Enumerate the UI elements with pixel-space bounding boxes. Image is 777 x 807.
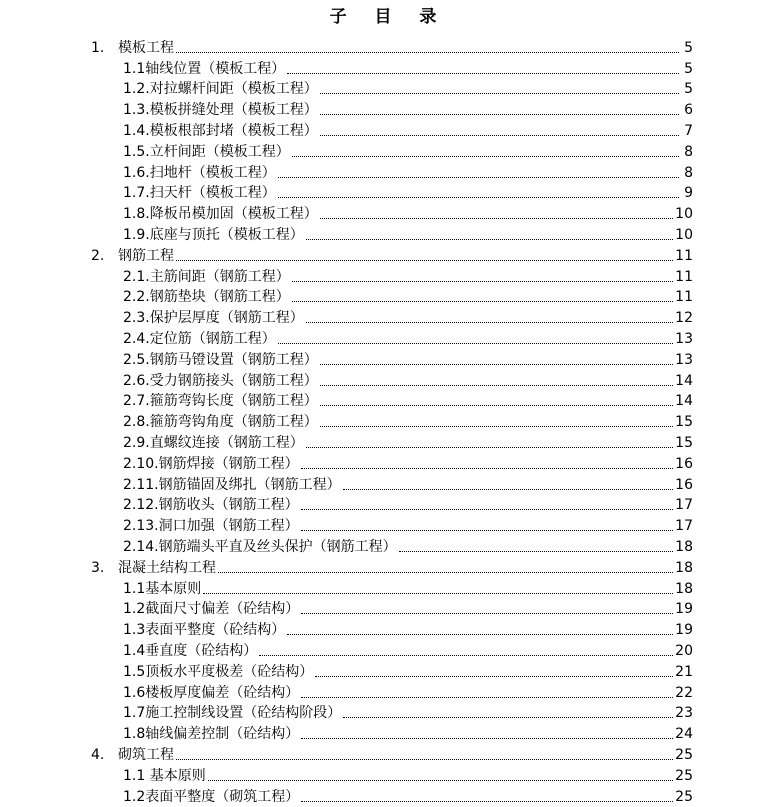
toc-entry-label: 1.6.扫地杆（模板工程）: [123, 164, 276, 181]
dot-leader: [320, 405, 673, 406]
dot-leader: [306, 239, 673, 240]
dot-leader: [292, 301, 673, 302]
dot-leader: [301, 697, 673, 698]
dot-leader: [343, 717, 673, 718]
toc-page-number: 20: [675, 642, 693, 659]
toc-subsection-entry[interactable]: [123, 577, 693, 598]
toc-subsection-entry[interactable]: [123, 369, 693, 390]
toc-entry-label: 1.3.模板拼缝处理（模板工程）: [123, 102, 318, 119]
toc-entry-label: 1.5顶板水平度极差（砼结构）: [123, 663, 314, 680]
toc-section-entry[interactable]: [91, 36, 693, 57]
toc-entry-label: 1.4.模板根部封堵（模板工程）: [123, 122, 318, 139]
toc-entry-label: 1.7.扫天杆（模板工程）: [123, 185, 276, 202]
dot-leader: [320, 135, 679, 136]
toc-entry-label: 2.4.定位筋（钢筋工程）: [123, 330, 276, 347]
toc-entry-label: 2.13.洞口加强（钢筋工程）: [123, 518, 299, 535]
dot-leader: [278, 343, 673, 344]
toc-entry-label: 2.11.钢筋锚固及绑扎（钢筋工程）: [123, 476, 341, 493]
toc-subsection-entry[interactable]: [123, 348, 693, 369]
toc-section-entry[interactable]: [91, 244, 693, 265]
toc-page-number: 18: [675, 559, 693, 576]
toc-entry-label: 2.2.钢筋垫块（钢筋工程）: [123, 289, 290, 306]
toc-subsection-entry[interactable]: [123, 452, 693, 473]
toc-entry-label: 1.2截面尺寸偏差（砼结构）: [123, 601, 300, 618]
toc-entry-label: 2.3.保护层厚度（钢筋工程）: [123, 310, 304, 327]
toc-subsection-entry[interactable]: [123, 535, 693, 556]
dot-leader: [320, 426, 673, 427]
toc-page-number: 13: [675, 351, 693, 368]
toc-page-number: 16: [675, 476, 693, 493]
toc-entry-label: 1.8轴线偏差控制（砼结构）: [123, 726, 300, 743]
dot-leader: [208, 780, 673, 781]
toc-entry-label: 1.8.降板吊模加固（模板工程）: [123, 206, 318, 223]
toc-subsection-entry[interactable]: [123, 119, 693, 140]
toc-page-number: 18: [675, 580, 693, 597]
toc-subsection-entry[interactable]: [123, 660, 693, 681]
dot-leader: [287, 73, 679, 74]
toc-entry-label: 1.2.对拉螺杆间距（模板工程）: [123, 81, 318, 98]
dot-leader: [176, 260, 673, 261]
toc-page-number: 24: [675, 726, 693, 743]
toc-page-number: 17: [675, 518, 693, 535]
toc-page-number: 11: [675, 289, 693, 306]
toc-entry-label: 2.7.箍筋弯钩长度（钢筋工程）: [123, 393, 318, 410]
toc-subsection-entry[interactable]: [123, 722, 693, 743]
toc-page-number: 11: [675, 247, 693, 264]
toc-subsection-entry[interactable]: [123, 223, 693, 244]
toc-subsection-entry[interactable]: [123, 140, 693, 161]
toc-page-number: 23: [675, 705, 693, 722]
dot-leader: [301, 530, 674, 531]
toc-page-number: 15: [675, 434, 693, 451]
dot-leader: [301, 738, 673, 739]
toc-subsection-entry[interactable]: [123, 390, 693, 411]
toc-subsection-entry[interactable]: [123, 639, 693, 660]
toc-subsection-entry[interactable]: [123, 431, 693, 452]
dot-leader: [176, 52, 679, 53]
toc-entry-label: 2.8.箍筋弯钩角度（钢筋工程）: [123, 414, 318, 431]
dot-leader: [320, 364, 673, 365]
toc-subsection-entry[interactable]: [123, 681, 693, 702]
toc-page-number: 25: [675, 767, 693, 784]
toc-subsection-entry[interactable]: [123, 764, 693, 785]
toc-entry-label: 2.10.钢筋焊接（钢筋工程）: [123, 455, 299, 472]
toc-page-number: 7: [684, 122, 693, 139]
toc-page-number: 14: [675, 372, 693, 389]
toc-subsection-entry[interactable]: [123, 785, 693, 806]
toc-entry-label: 1.5.立杆间距（模板工程）: [123, 143, 290, 160]
toc-page-number: 9: [684, 185, 693, 202]
dot-leader: [320, 93, 679, 94]
toc-subsection-entry[interactable]: [123, 598, 693, 619]
dot-leader: [203, 593, 673, 594]
toc-entry-label: 1.4垂直度（砼结构）: [123, 642, 258, 659]
dot-leader: [320, 218, 673, 219]
dot-leader: [176, 759, 673, 760]
dot-leader: [315, 676, 673, 677]
toc-subsection-entry[interactable]: [123, 473, 693, 494]
dot-leader: [287, 634, 673, 635]
toc-subsection-entry[interactable]: [123, 306, 693, 327]
toc-entry-number: 1.: [91, 39, 105, 56]
dot-leader: [218, 572, 673, 573]
toc-section-entry[interactable]: [91, 556, 693, 577]
toc-page-number: 5: [684, 81, 693, 98]
toc-page-number: 14: [675, 393, 693, 410]
dot-leader: [301, 613, 673, 614]
dot-leader: [301, 801, 673, 802]
dot-leader: [306, 447, 673, 448]
dot-leader: [343, 489, 674, 490]
toc-subsection-entry[interactable]: [123, 702, 693, 723]
toc-page-number: 19: [675, 622, 693, 639]
dot-leader: [399, 551, 674, 552]
toc-entry-number: 3.: [91, 559, 105, 576]
toc-page-number: 5: [684, 39, 693, 56]
toc-entry-label: 1.3表面平整度（砼结构）: [123, 622, 286, 639]
toc-subsection-entry[interactable]: [123, 57, 693, 78]
dot-leader: [292, 281, 673, 282]
toc-entry-label: 1.1轴线位置（模板工程）: [123, 60, 286, 77]
toc-subsection-entry[interactable]: [123, 286, 693, 307]
toc-page-number: 19: [675, 601, 693, 618]
toc-page-number: 16: [675, 455, 693, 472]
toc-page-number: 5: [684, 60, 693, 77]
toc-page-number: 12: [675, 310, 693, 327]
toc-subsection-entry[interactable]: [123, 618, 693, 639]
toc-page-number: 22: [675, 684, 693, 701]
toc-entry-label: 1.6楼板厚度偏差（砼结构）: [123, 684, 300, 701]
toc-entry-label: 砌筑工程: [118, 746, 174, 763]
toc-section-entry[interactable]: [91, 743, 693, 764]
toc-subsection-entry[interactable]: [123, 182, 693, 203]
toc-entry-label: 1.1基本原则: [123, 580, 202, 597]
toc-subsection-entry[interactable]: [123, 98, 693, 119]
toc-page-number: 25: [675, 746, 693, 763]
toc-subsection-entry[interactable]: [123, 514, 693, 535]
toc-page-number: 10: [675, 226, 693, 243]
dot-leader: [301, 468, 674, 469]
toc-entry-label: 2.1.主筋间距（钢筋工程）: [123, 268, 290, 285]
toc-page-number: 11: [675, 268, 693, 285]
toc-page-number: 10: [675, 206, 693, 223]
dot-leader: [278, 197, 679, 198]
toc-page-number: 15: [675, 414, 693, 431]
toc-entry-number: 2.: [91, 247, 105, 264]
toc-entry-label: 1.2表面平整度（砌筑工程）: [123, 788, 300, 805]
dot-leader: [278, 177, 679, 178]
dot-leader: [306, 322, 673, 323]
dot-leader: [320, 114, 679, 115]
toc-entry-label: 1.1 基本原则: [123, 767, 206, 784]
toc-entry-label: 2.14.钢筋端头平直及丝头保护（钢筋工程）: [123, 538, 397, 555]
toc-subsection-entry[interactable]: [123, 410, 693, 431]
toc-page-number: 13: [675, 330, 693, 347]
toc-page-number: 21: [675, 663, 693, 680]
toc-page-number: 18: [675, 538, 693, 555]
toc-entry-label: 1.7施工控制线设置（砼结构阶段）: [123, 705, 342, 722]
toc-page-number: 17: [675, 497, 693, 514]
toc-page-number: 25: [675, 788, 693, 805]
toc-entry-label: 2.9.直螺纹连接（钢筋工程）: [123, 434, 304, 451]
dot-leader: [320, 385, 673, 386]
toc-entry-label: 钢筋工程: [118, 247, 174, 264]
toc-entry-label: 模板工程: [118, 39, 174, 56]
toc-title: 子 目 录: [329, 7, 448, 27]
toc-entry-label: 2.12.钢筋收头（钢筋工程）: [123, 497, 299, 514]
toc-entry-label: 混凝土结构工程: [118, 559, 216, 576]
toc-entry-label: 2.5.钢筋马镫设置（钢筋工程）: [123, 351, 318, 368]
dot-leader: [259, 655, 673, 656]
dot-leader: [301, 509, 674, 510]
toc-subsection-entry[interactable]: [123, 78, 693, 99]
toc-page-number: 6: [684, 102, 693, 119]
toc-entry-label: 1.9.底座与顶托（模板工程）: [123, 226, 304, 243]
toc-page-number: 8: [684, 164, 693, 181]
toc-entry-number: 4.: [91, 746, 105, 763]
toc-page-number: 8: [684, 143, 693, 160]
toc-subsection-entry[interactable]: [123, 202, 693, 223]
toc-subsection-entry[interactable]: [123, 494, 693, 515]
toc-subsection-entry[interactable]: [123, 327, 693, 348]
toc-entry-label: 2.6.受力钢筋接头（钢筋工程）: [123, 372, 318, 389]
toc-subsection-entry[interactable]: [123, 265, 693, 286]
dot-leader: [292, 156, 679, 157]
toc-subsection-entry[interactable]: [123, 161, 693, 182]
